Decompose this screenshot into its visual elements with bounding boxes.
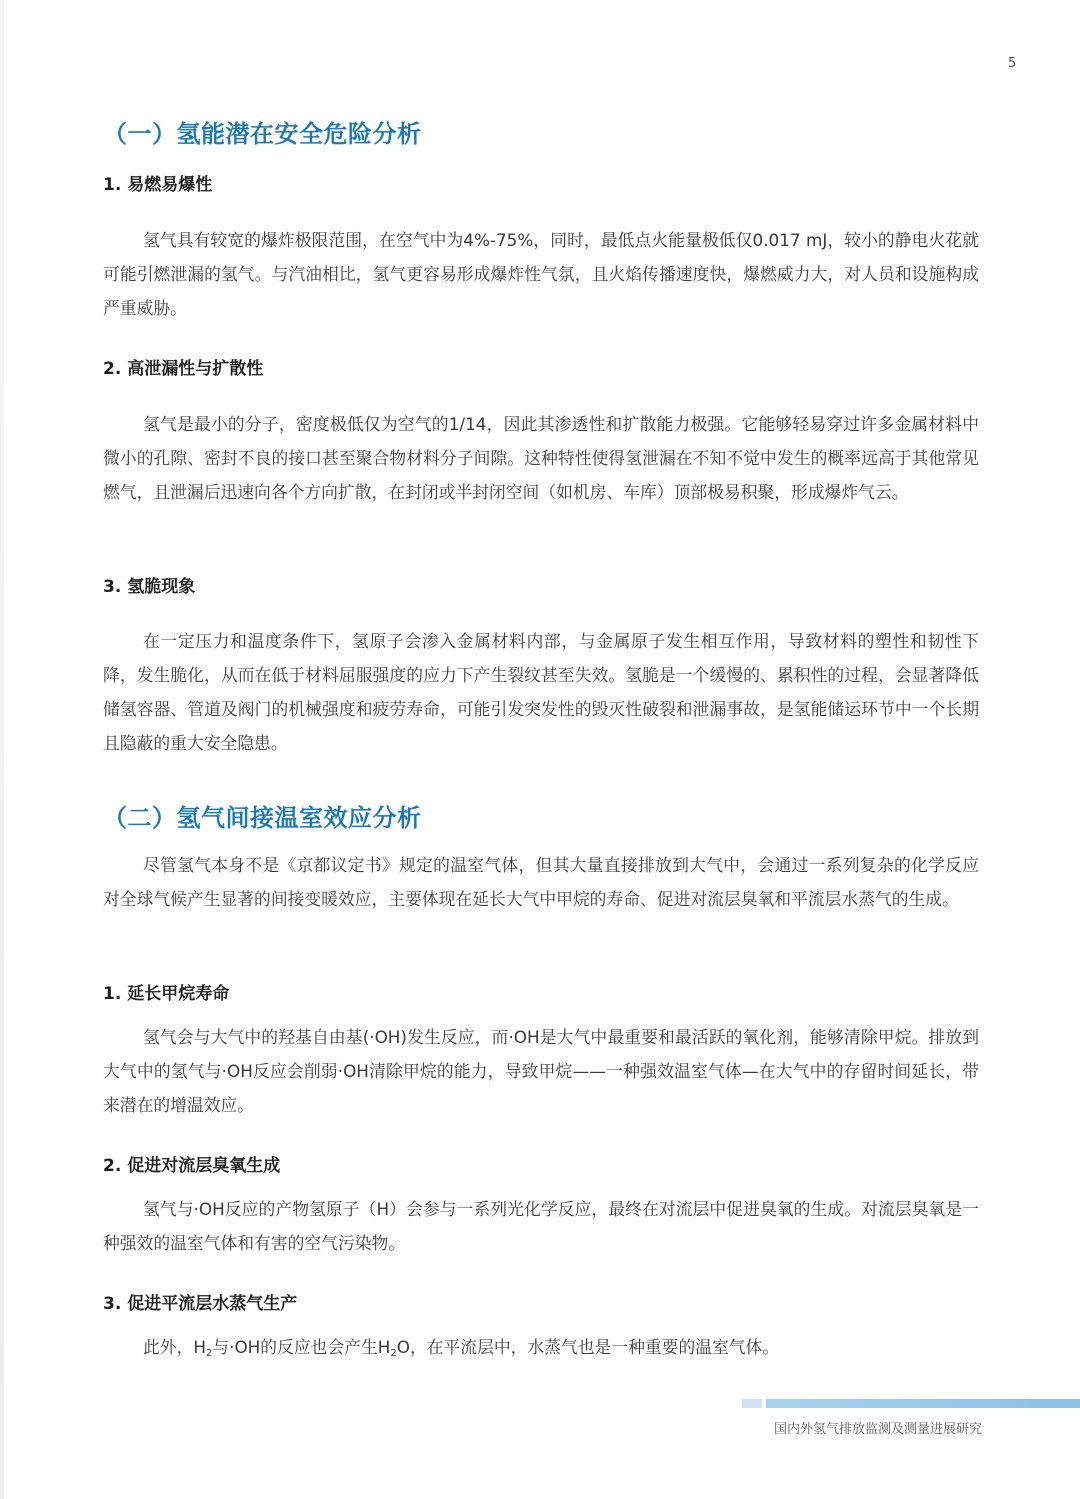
paragraph-ozone: 氢气与·OH反应的产物氢原子（H）会参与一系列光化学反应，最终在对流层中促进臭氧的生成。对流层臭氧是一种强效的温室气体和有害的空气污染物。 <box>103 1199 979 1253</box>
paragraph-leakage: 氢气是最小的分子，密度极低仅为空气的1/14，因此其渗透性和扩散能力极强。它能够轻易穿过许多金属材料中微小的孔隙、密封不良的接口甚至聚合物材料分子间隙。这种特性使得氢泄漏在不知不觉中发生的概率远高于其他常见燃气，且泄漏后迅速向各个方向扩散，在封闭或半封闭空间（如机房、车库）顶部极易积聚，形成爆炸气云。 <box>103 414 979 502</box>
subsection-title-ozone: 2. 促进对流层臭氧生成 <box>103 1156 281 1176</box>
paragraph-methane: 氢气会与大气中的羟基自由基(·OH)发生反应，而·OH是大气中最重要和最活跃的氧化剂，能够清除甲烷。排放到大气中的氢气与·OH反应会削弱·OH清除甲烷的能力，导致甲烷——一种强效温室气体—在大气中的存留时间延长，带来潜在的增温效应。 <box>103 1027 979 1115</box>
water-vapor-sub-2: 2 <box>390 1348 397 1359</box>
section-title-safety: （一）氢能潜在安全危险分析 <box>103 120 422 148</box>
water-vapor-text-3: O，在平流层中，水蒸气也是一种重要的温室气体。 <box>396 1337 780 1357</box>
water-vapor-text-1: 此外，H <box>143 1337 206 1357</box>
water-vapor-text-2: 与·OH的反应也会产生H <box>212 1337 391 1357</box>
page-number: 5 <box>1008 56 1017 71</box>
subsection-title-flammability: 1. 易燃易爆性 <box>103 175 213 195</box>
paragraph-water-vapor <box>103 1330 979 1371</box>
paragraph-embrittlement: 在一定压力和温度条件下，氢原子会渗入金属材料内部，与金属原子发生相互作用，导致材料的塑性和韧性下降，发生脆化，从而在低于材料屈服强度的应力下产生裂纹甚至失效。氢脆是一个缓慢的、累积性的过程，会显著降低储氢容器、管道及阀门的机械强度和疲劳寿命，可能引发突发性的毁灭性破裂和泄漏事故，是氢能储运环节中一个长期且隐蔽的重大安全隐患。 <box>103 631 979 753</box>
subsection-title-embrittlement: 3. 氢脆现象 <box>103 577 196 597</box>
section-title-greenhouse: （二）氢气间接温室效应分析 <box>103 804 422 832</box>
page-left-edge <box>0 0 4 1499</box>
paragraph-flammability: 氢气具有较宽的爆炸极限范围，在空气中为4%-75%，同时，最低点火能量极低仅0.017 mJ，较小的静电火花就可能引燃泄漏的氢气。与汽油相比，氢气更容易形成爆炸性气氛，且火焰传播速度快，爆燃威力大，对人员和设施构成严重威胁。 <box>103 230 979 318</box>
water-vapor-sub-1: 2 <box>205 1348 213 1359</box>
footer-bar-accent <box>742 1399 762 1408</box>
footer-title: 国内外氢气排放监测及测量进展研究 <box>773 1422 982 1437</box>
subsection-title-water-vapor: 3. 促进平流层水蒸气生产 <box>103 1294 298 1314</box>
subsection-title-methane: 1. 延长甲烷寿命 <box>103 984 230 1004</box>
paragraph-greenhouse-intro: 尽管氢气本身不是《京都议定书》规定的温室气体，但其大量直接排放到大气中，会通过一系列复杂的化学反应对全球气候产生显著的间接变暖效应，主要体现在延长大气中甲烷的寿命、促进对流层臭氧和平流层水蒸气的生成。 <box>103 855 979 909</box>
footer-bar <box>766 1399 1080 1408</box>
subsection-title-leakage: 2. 高泄漏性与扩散性 <box>103 359 264 379</box>
